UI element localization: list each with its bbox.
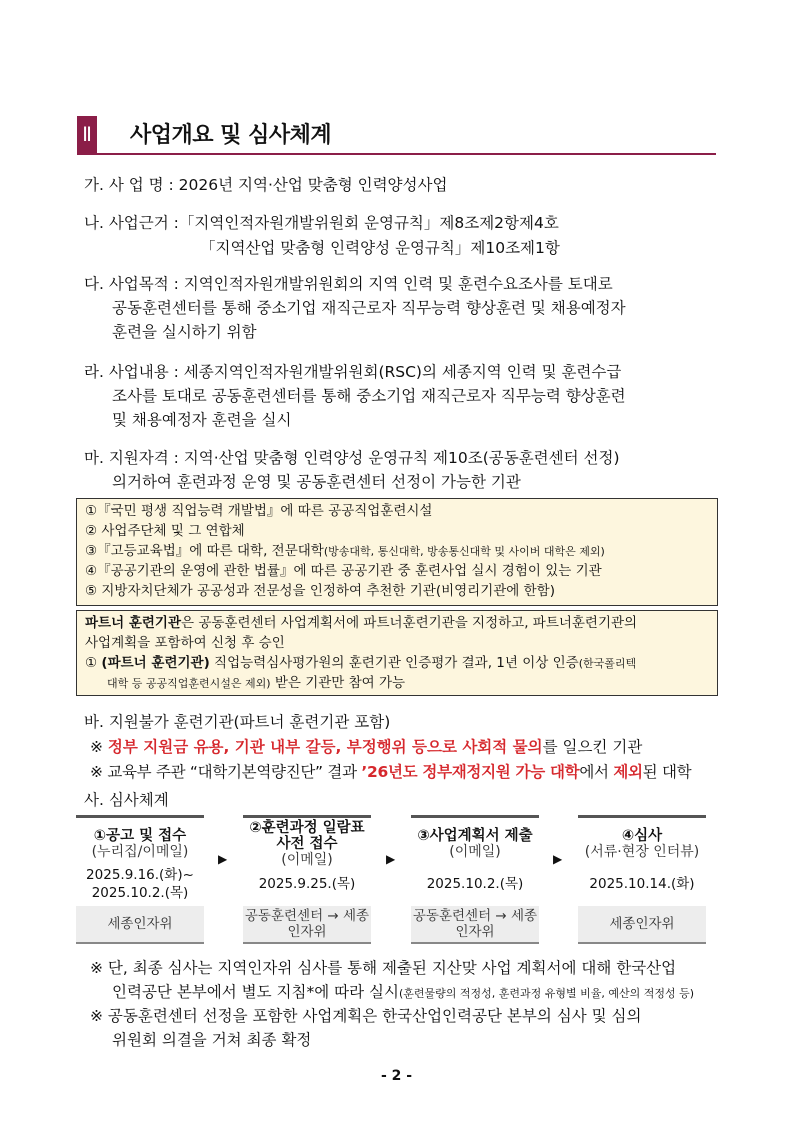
partner-line-1: 파트너 훈련기관은 공동훈련센터 사업계획서에 파트너훈련기관을 지정하고, 파트너훈련기관의 xyxy=(85,615,638,631)
step3-sub: (이메일) xyxy=(449,844,501,860)
footnote-1-line2: 인력공단 본부에서 별도 지침*에 따라 실시(훈련물량의 적정성, 훈련과정 유형별 비율, 예산의 적정성 등) xyxy=(112,983,695,1001)
item-ba-title: 바. 지원불가 훈련기관(파트너 훈련기관 포함) xyxy=(84,713,391,731)
partner-line-4: 대학 등 공공직업훈련시설은 제외) 받은 기관만 참여 가능 xyxy=(107,675,406,691)
item-ba-note2: ※ 교육부 주관 “대학기본역량진단” 결과 ’26년도 정부재정지원 가능 대학에서 제외된 대학 xyxy=(90,763,692,781)
step2-sub: (이메일) xyxy=(281,852,333,868)
section-divider xyxy=(77,153,716,155)
step4-sub: (서류·현장 인터뷰) xyxy=(584,844,700,860)
partner-line-2: 사업계획을 포함하여 신청 후 승인 xyxy=(85,635,285,651)
eligible-line-4: ④『공공기관의 운영에 관한 법률』에 따른 공공기관 중 훈련사업 실시 경험이 있는 기관 xyxy=(85,563,602,579)
step2-date: 2025.9.25.(목) xyxy=(258,876,356,892)
step1-org: 세종인자위 xyxy=(76,906,204,944)
step3-date: 2025.10.2.(목) xyxy=(426,876,524,892)
item-da-line1: 다. 사업목적 : 지역인적자원개발위원회의 지역 인력 및 훈련수요조사를 토대로 xyxy=(84,275,613,293)
step2-title: ②훈련과정 일람표 사전 접수 xyxy=(249,820,365,852)
item-na-line1: 나. 사업근거 :「지역인적자원개발위원회 운영규칙」제8조제2항제4호 xyxy=(84,214,559,232)
item-sa-title: 사. 심사체계 xyxy=(84,791,169,809)
item-ma-line1: 마. 지원자격 : 지역·산업 맞춤형 인력양성 운영규칙 제10조(공동훈련센터 선정) xyxy=(84,449,620,467)
footnote-2-line1: ※ 공동훈련센터 선정을 포함한 사업계획은 한국산업인력공단 본부의 심사 및 심의 xyxy=(90,1007,642,1025)
item-ma-line2: 의거하여 훈련과정 운영 및 공동훈련센터 선정이 가능한 기관 xyxy=(112,473,521,491)
step1-date: 2025.9.16.(화)~ 2025.10.2.(목) xyxy=(86,867,194,901)
step1-header xyxy=(76,815,204,864)
footnote-2-line2: 위원회 의결을 거쳐 최종 확정 xyxy=(112,1031,312,1049)
step3-title: ③사업계획서 제출 xyxy=(417,828,533,844)
item-da-line2: 공동훈련센터를 통해 중소기업 재직근로자 직무능력 향상훈련 및 채용예정자 xyxy=(112,299,626,317)
eligible-line-3: ③『고등교육법』에 따른 대학, 전문대학(방송대학, 통신대학, 방송통신대학 및 사이버 대학은 제외) xyxy=(85,543,605,559)
item-ra-line3: 및 채용예정자 훈련을 실시 xyxy=(112,411,292,429)
step4-date: 2025.10.14.(화) xyxy=(589,876,695,892)
step2-org: 공동훈련센터 → 세종인자위 xyxy=(243,906,371,944)
step2-header xyxy=(243,815,371,868)
flow-arrow-2: ▶ xyxy=(386,852,396,866)
item-ra-line2: 조사를 토대로 공동훈련센터를 통해 중소기업 재직근로자 직무능력 향상훈련 xyxy=(112,387,626,405)
partner-institution-box xyxy=(76,610,718,696)
step4-org: 세종인자위 xyxy=(578,906,706,944)
eligible-institutions-box xyxy=(76,498,718,606)
flow-arrow-3: ▶ xyxy=(553,852,563,866)
step1-sub: (누리집/이메일) xyxy=(91,844,189,860)
item-da-line3: 훈련을 실시하기 위함 xyxy=(112,323,257,341)
step3-header xyxy=(411,815,539,864)
step4-title: ④심사 xyxy=(621,828,663,844)
item-ra-line1: 라. 사업내용 : 세종지역인적자원개발위원회(RSC)의 세종지역 인력 및 훈련수급 xyxy=(84,363,622,381)
flow-arrow-1: ▶ xyxy=(218,852,228,866)
section-title: 사업개요 및 심사체계 xyxy=(130,123,332,148)
eligible-line-2: ② 사업주단체 및 그 연합체 xyxy=(85,523,245,539)
step1-title: ①공고 및 접수 xyxy=(93,828,187,844)
page-number: - 2 - xyxy=(380,1068,413,1084)
item-ga: 가. 사 업 명 : 2026년 지역·산업 맞춤형 인력양성사업 xyxy=(84,176,448,194)
eligible-line-5: ⑤ 지방자치단체가 공공성과 전문성을 인정하여 추천한 기관(비영리기관에 한함) xyxy=(85,583,555,599)
eligible-line-1: ①『국민 평생 직업능력 개발법』에 따른 공공직업훈련시설 xyxy=(85,503,433,519)
section-number-badge: Ⅱ xyxy=(77,116,97,154)
item-ba-note1: ※ 정부 지원금 유용, 기관 내부 갈등, 부정행위 등으로 사회적 물의를 일으킨 기관 xyxy=(90,738,643,756)
step3-org: 공동훈련센터 → 세종인자위 xyxy=(411,906,539,944)
partner-line-3: ① (파트너 훈련기관) 직업능력심사평가원의 훈련기관 인증평가 결과, 1년 이상 인증(한국폴리텍 xyxy=(85,655,637,671)
step4-header xyxy=(578,815,706,864)
footnote-1-line1: ※ 단, 최종 심사는 지역인자위 심사를 통해 제출된 지산맞 사업 계획서에 대해 한국산업 xyxy=(90,959,677,977)
item-na-line2: 「지역산업 맞춤형 인력양성 운영규칙」제10조제1항 xyxy=(200,239,560,257)
